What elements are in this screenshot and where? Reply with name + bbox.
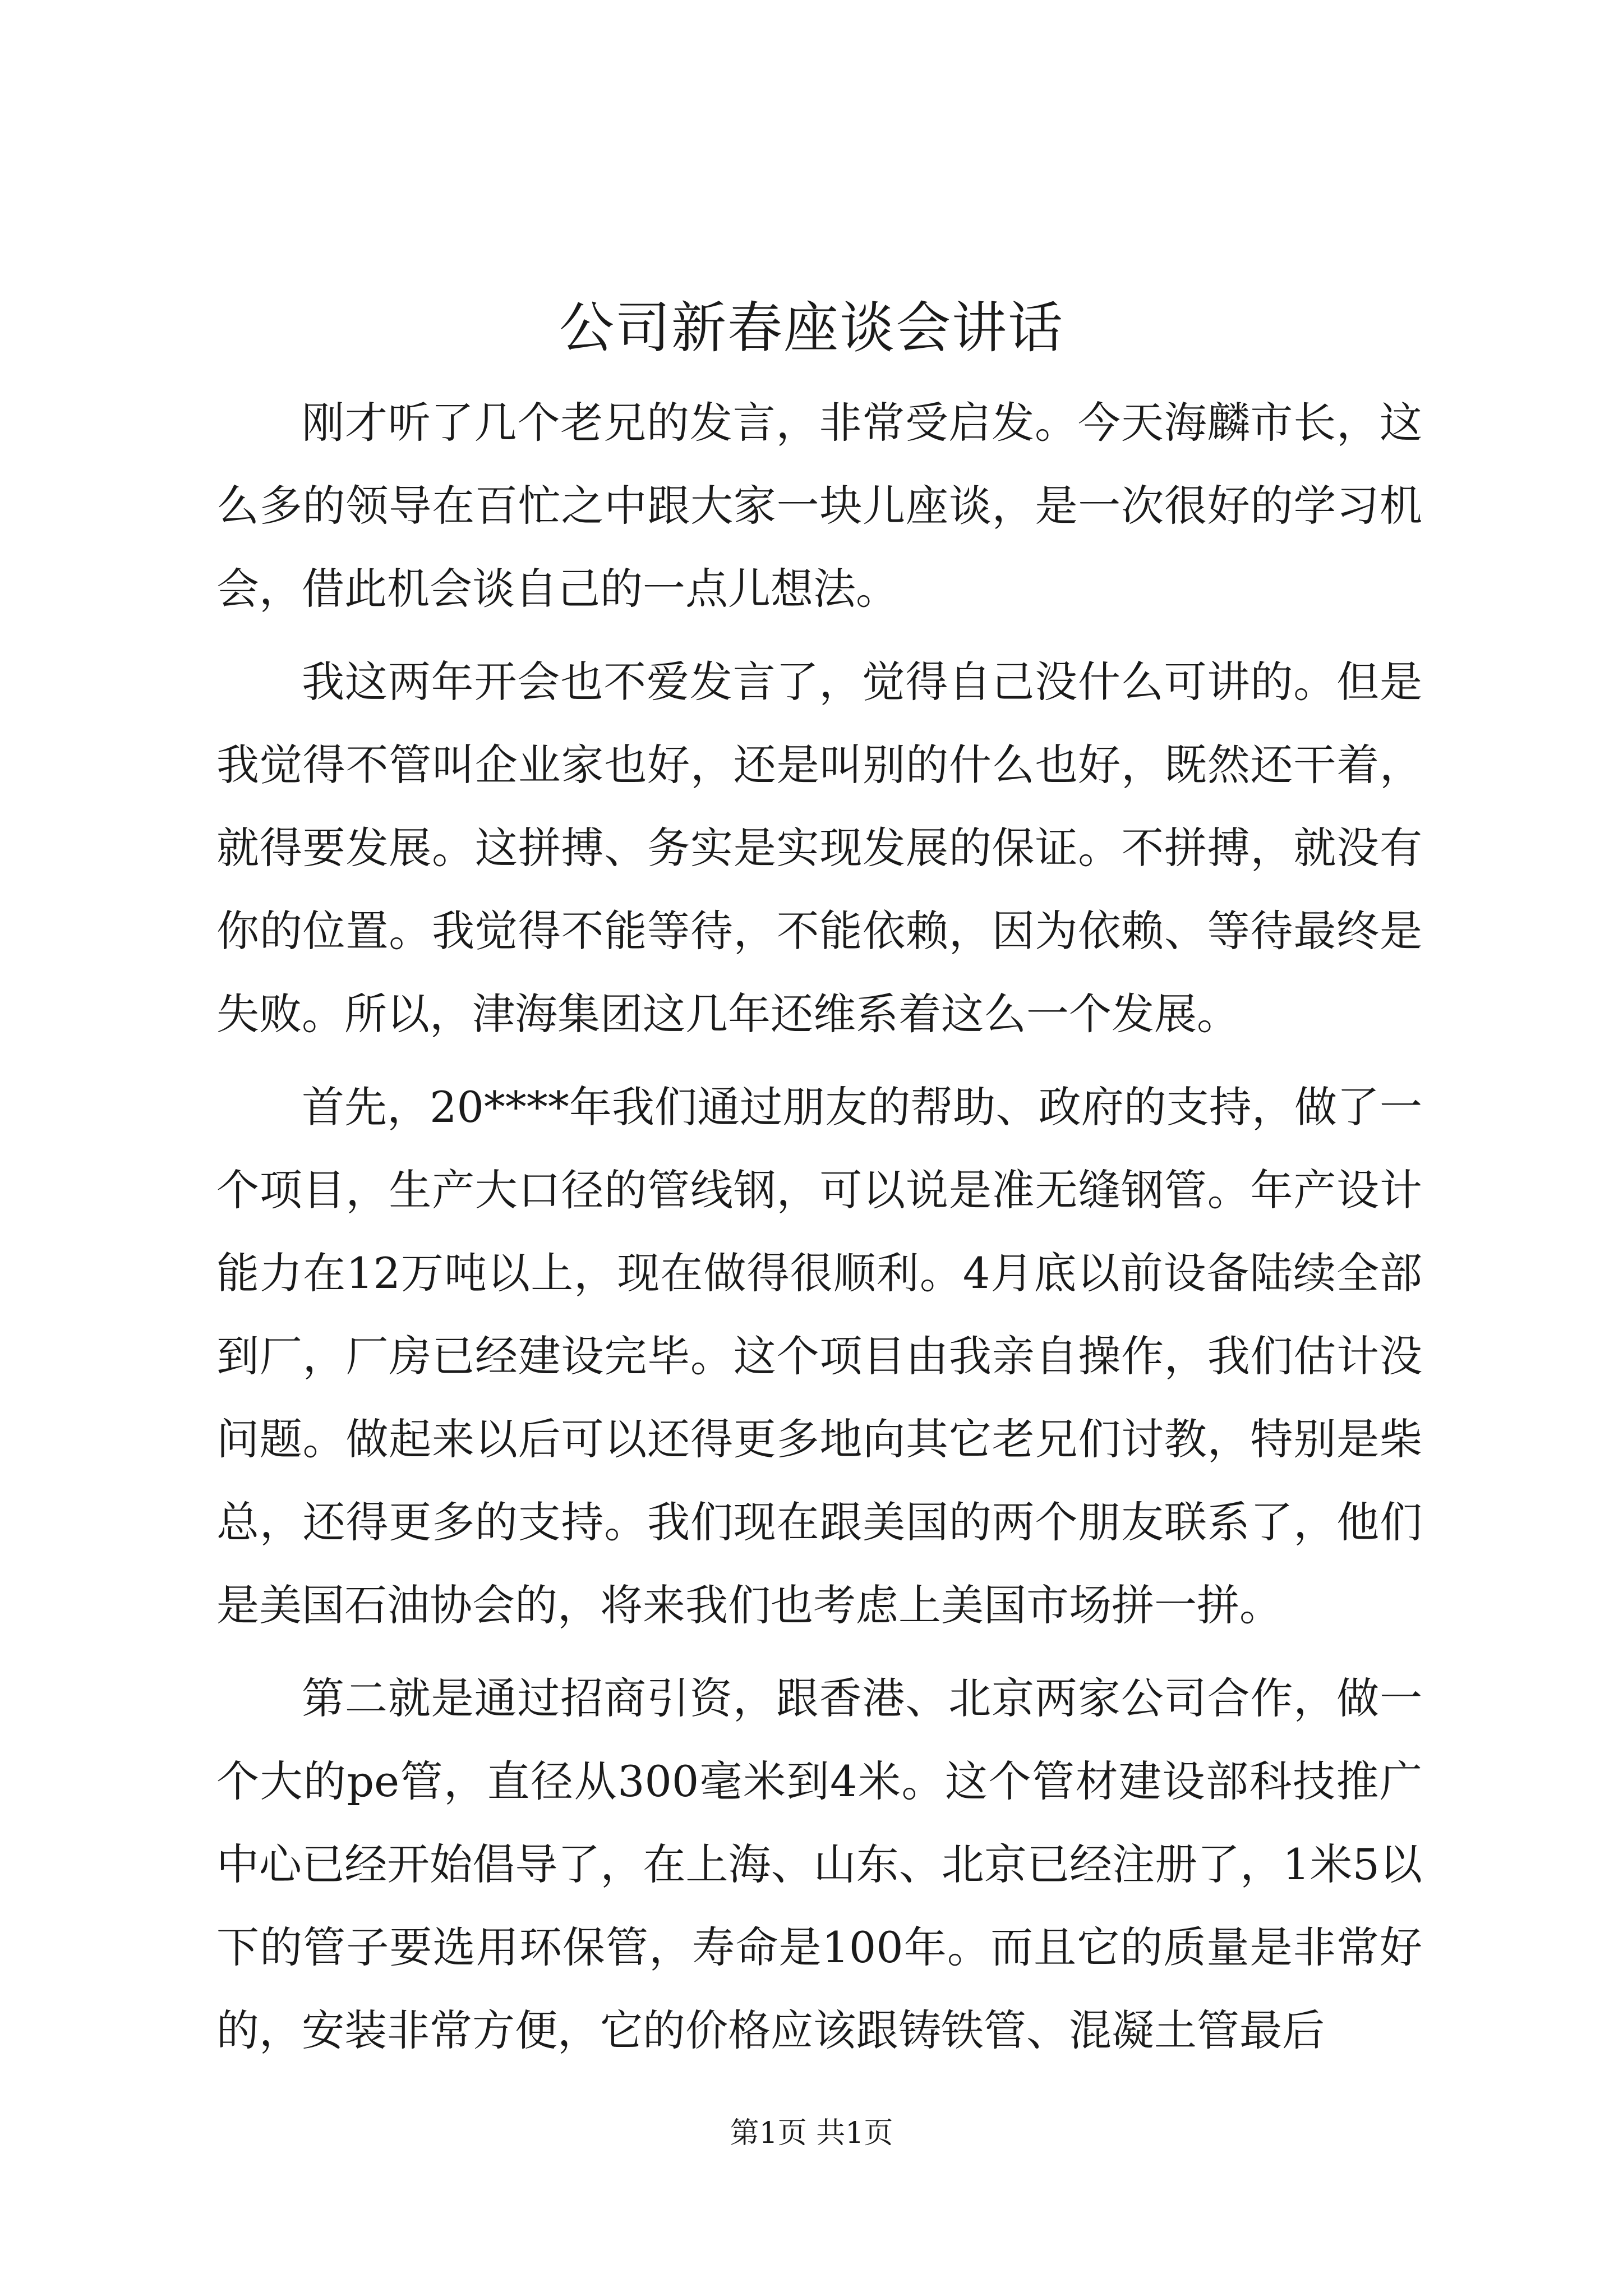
document-body — [216, 381, 1422, 2072]
document-title: 公司新春座谈会讲话 — [559, 296, 1064, 360]
page-footer: 第1页 共1页 — [730, 2116, 893, 2150]
paragraph-3: 首先，20****年我们通过朋友的帮助、政府的支持，做了一个项目，生产大口径的管线钢，可以说是准无缝钢管。年产设计能力在12万吨以上，现在做得很顺利。4月底以前设备陆续全部到厂，厂房已经建设完毕。这个项目由我亲自操作，我们估计没问题。做起来以后可以还得更多地向其它老兄们讨教，特别是柴总，还得更多的支持。我们现在跟美国的两个朋友联系了，他们是美国石油协会的，将来我们也考虑上美国市场拼一拼。 — [216, 1082, 1422, 1630]
paragraph-2: 我这两年开会也不爱发言了，觉得自己没什么可讲的。但是我觉得不管叫企业家也好，还是叫别的什么也好，既然还干着，就得要发展。这拼搏、务实是实现发展的保证。不拼搏，就没有你的位置。我觉得不能等待，不能依赖，因为依赖、等待最终是失败。所以，津海集团这几年还维系着这么一个发展。 — [216, 657, 1422, 1039]
paragraph-1: 刚才听了几个老兄的发言，非常受启发。今天海麟市长，这么多的领导在百忙之中跟大家一块儿座谈，是一次很好的学习机会，借此机会谈自己的一点儿想法。 — [216, 398, 1422, 614]
paragraph-4: 第二就是通过招商引资，跟香港、北京两家公司合作，做一个大的pe管，直径从300毫米到4米。这个管材建设部科技推广中心已经开始倡导了，在上海、山东、北京已经注册了，1米5以下的管子要选用环保管，寿命是100年。而且它的质量是非常好的，安装非常方便，它的价格应该跟铸铁管、混凝土管最后 — [216, 1673, 1422, 2055]
